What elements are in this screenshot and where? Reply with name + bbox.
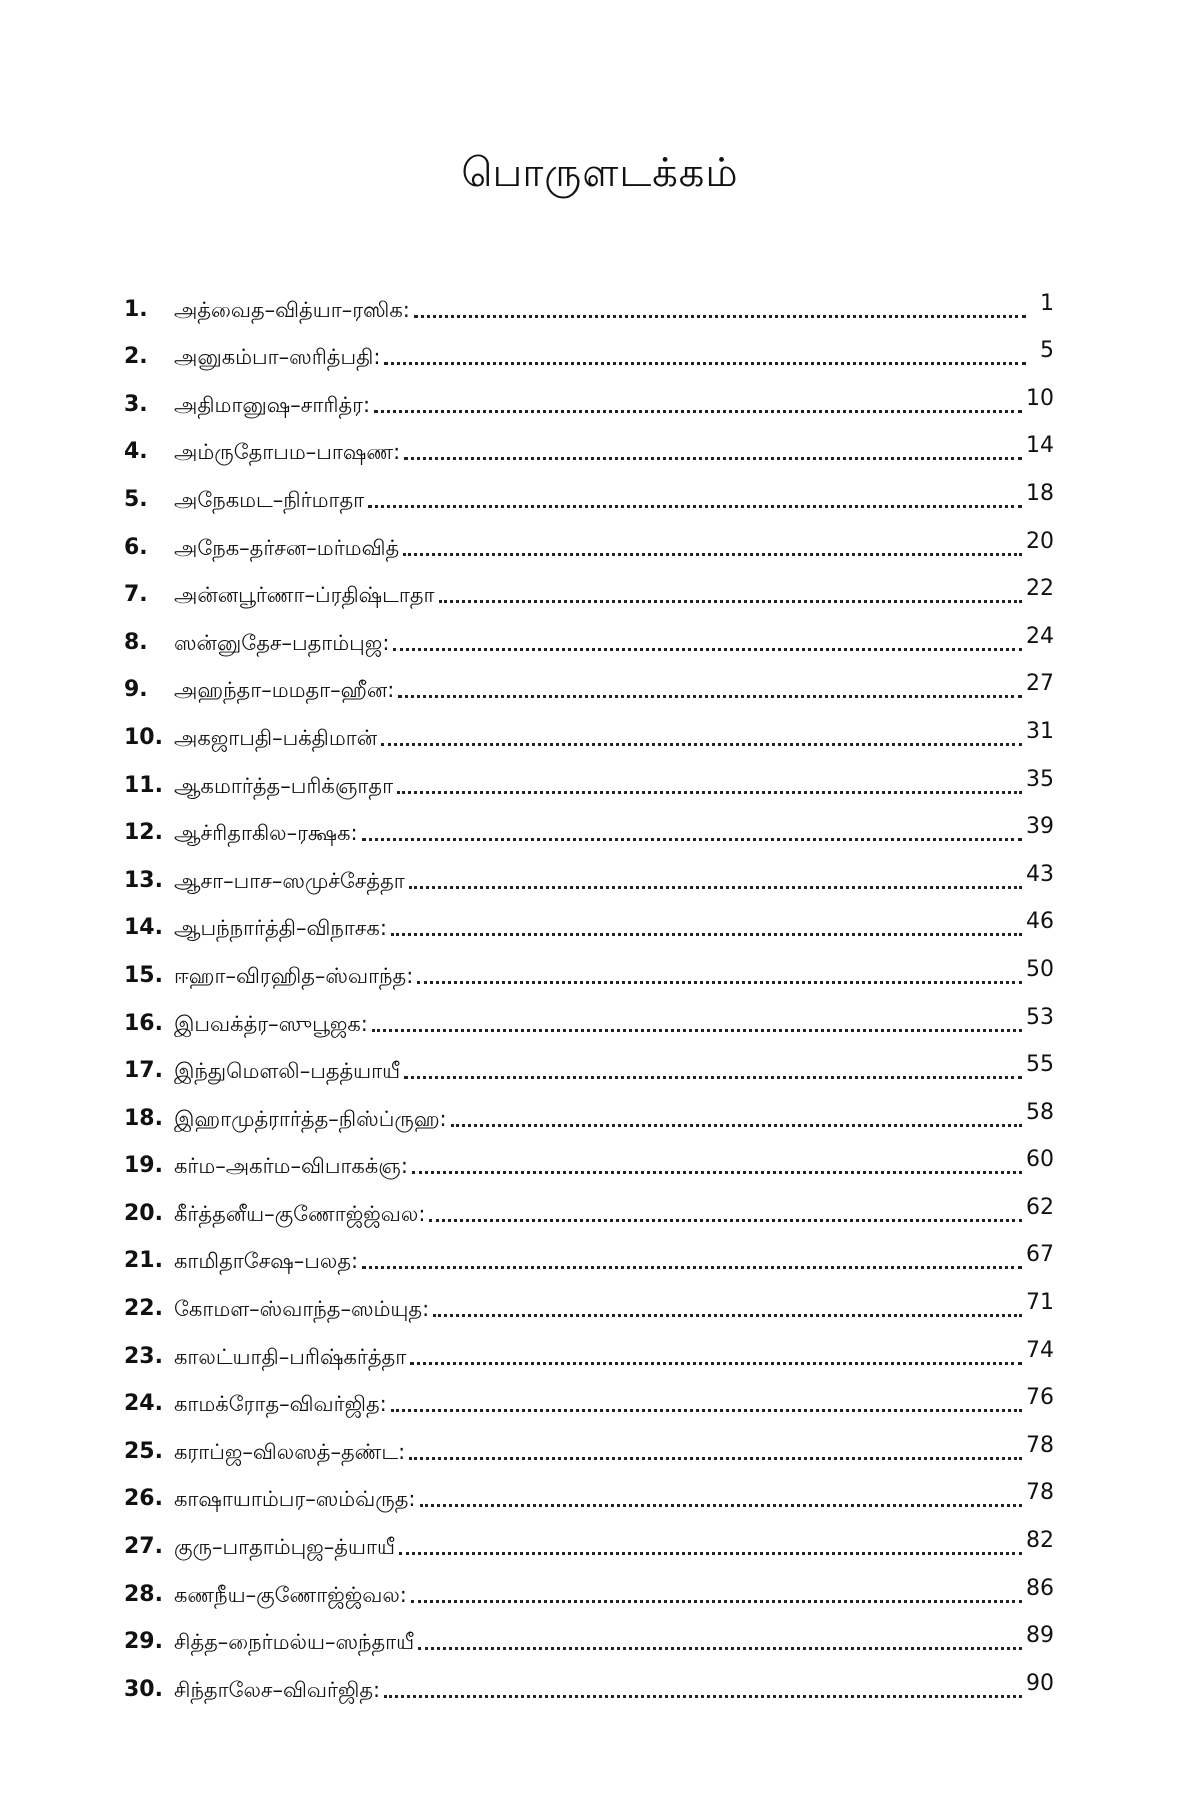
toc-entry-number: 14.	[124, 915, 163, 941]
toc-entry-number: 21.	[124, 1248, 163, 1274]
toc-entry-title: அநேகமட–நிர்மாதா	[174, 487, 365, 512]
toc-entry-number: 13.	[124, 867, 163, 893]
toc-entry-page-number: 5	[1040, 338, 1054, 364]
toc-entry-page-number: 78	[1026, 1480, 1054, 1506]
toc-entry	[124, 1133, 1054, 1181]
toc-entry-title: ஸன்னுதேச–பதாம்புஜ:	[174, 630, 390, 655]
toc-entry-page-number: 10	[1026, 385, 1054, 411]
toc-entry-page-number: 90	[1026, 1670, 1054, 1696]
toc-entry-number: 19.	[124, 1153, 163, 1179]
toc-entry-page-number: 43	[1026, 861, 1054, 887]
toc-entry-number: 16.	[124, 1010, 163, 1036]
dot-leader	[409, 886, 1022, 889]
dot-leader	[418, 1647, 1022, 1650]
toc-entry-number: 20.	[124, 1200, 163, 1226]
toc-entry-page-number: 76	[1026, 1385, 1054, 1411]
toc-entry	[124, 1275, 1054, 1323]
toc-entry-number: 7.	[124, 582, 148, 608]
dot-leader	[398, 695, 1022, 698]
toc-entry-title: ஈஹா–விரஹித–ஸ்வாந்த:	[174, 963, 414, 988]
dot-leader	[391, 933, 1022, 936]
dot-leader	[381, 743, 1022, 746]
toc-entry-title: இபவக்த்ர–ஸுபூஜக:	[174, 1011, 368, 1036]
toc-entry-number: 28.	[124, 1581, 163, 1607]
toc-entry-number: 5.	[124, 486, 148, 512]
dot-leader	[412, 1171, 1022, 1174]
toc-entry-title: காஷாயாம்பர–ஸம்வ்ருத:	[174, 1487, 416, 1512]
dot-leader	[368, 505, 1022, 508]
toc-entry	[124, 990, 1054, 1038]
toc-entry-page-number: 27	[1026, 671, 1054, 697]
toc-entry-number: 3.	[124, 391, 148, 417]
toc-entry-number: 15.	[124, 962, 163, 988]
toc-entry	[124, 1180, 1054, 1228]
toc-entry-title: ஆச்ரிதாகில–ரக்ஷக:	[174, 821, 358, 846]
toc-entry-title: ஆபந்நார்த்தி–விநாசக:	[174, 916, 387, 941]
toc-entry	[124, 324, 1054, 372]
toc-entry-page-number: 55	[1026, 1052, 1054, 1078]
dot-leader	[439, 600, 1022, 603]
toc-list	[124, 276, 1054, 1704]
toc-entry	[124, 1656, 1054, 1704]
toc-entry	[124, 466, 1054, 514]
toc-entry-page-number: 35	[1026, 766, 1054, 792]
toc-entry-page-number: 50	[1026, 956, 1054, 982]
toc-entry-page-number: 20	[1026, 528, 1054, 554]
toc-entry	[124, 1038, 1054, 1086]
toc-entry-title: கர்ம–அகர்ம–விபாகக்ஞ:	[174, 1154, 408, 1179]
toc-entry-page-number: 24	[1026, 623, 1054, 649]
toc-entry	[124, 419, 1054, 467]
toc-entry-number: 4.	[124, 439, 148, 465]
toc-entry-title: இந்துமௌலி–பதத்யாயீ	[174, 1059, 401, 1084]
dot-leader	[404, 457, 1022, 460]
toc-entry-number: 1.	[124, 296, 148, 322]
dot-leader	[429, 1219, 1022, 1222]
dot-leader	[411, 1600, 1022, 1603]
toc-entry-title: கராப்ஜ–விலஸத்–தண்ட:	[174, 1439, 406, 1464]
toc-entry	[124, 657, 1054, 705]
dot-leader	[420, 1504, 1023, 1507]
toc-entry	[124, 752, 1054, 800]
toc-entry-page-number: 1	[1040, 290, 1054, 316]
toc-entry-page-number: 74	[1026, 1337, 1054, 1363]
toc-entry-page-number: 39	[1026, 814, 1054, 840]
toc-entry-page-number: 31	[1026, 718, 1054, 744]
toc-entry-number: 18.	[124, 1105, 163, 1131]
toc-entry	[124, 704, 1054, 752]
toc-entry-number: 12.	[124, 820, 163, 846]
toc-entry	[124, 1085, 1054, 1133]
dot-leader	[399, 1552, 1022, 1555]
toc-entry	[124, 1323, 1054, 1371]
toc-entry-title: கணநீய–குணோஜ்ஜ்வல:	[174, 1582, 407, 1607]
dot-leader	[397, 791, 1022, 794]
toc-entry	[124, 276, 1054, 324]
toc-entry-page-number: 60	[1026, 1147, 1054, 1173]
toc-entry-page-number: 14	[1026, 433, 1054, 459]
toc-entry	[124, 895, 1054, 943]
dot-leader	[410, 1362, 1022, 1365]
toc-entry-title: கீர்த்தனீய–குணோஜ்ஜ்வல:	[174, 1201, 426, 1226]
toc-entry	[124, 1228, 1054, 1276]
page-title: பொருளடக்கம்	[461, 150, 739, 196]
toc-entry	[124, 847, 1054, 895]
toc-entry	[124, 1561, 1054, 1609]
toc-entry-title: அத்வைத–வித்யா–ரஸிக:	[174, 297, 410, 322]
toc-entry-title: அம்ருதோபம–பாஷண:	[174, 440, 401, 465]
dot-leader	[384, 362, 1026, 365]
toc-entry	[124, 1513, 1054, 1561]
toc-entry-number: 24.	[124, 1391, 163, 1417]
dot-leader	[372, 1029, 1022, 1032]
toc-entry-page-number: 22	[1026, 576, 1054, 602]
toc-entry-page-number: 18	[1026, 480, 1054, 506]
dot-leader	[391, 1409, 1022, 1412]
toc-entry-number: 10.	[124, 724, 163, 750]
toc-entry-number: 27.	[124, 1534, 163, 1560]
toc-entry-title: அனுகம்பா–ஸரித்பதி:	[174, 345, 381, 370]
toc-entry-title: ஆகமார்த்த–பரிக்ஞாதா	[174, 773, 394, 798]
dot-leader	[374, 410, 1022, 413]
toc-entry-number: 30.	[124, 1676, 163, 1702]
dot-leader	[384, 1695, 1022, 1698]
dot-leader	[414, 315, 1026, 318]
toc-entry	[124, 1466, 1054, 1514]
dot-leader	[409, 1457, 1022, 1460]
toc-entry-title: சிந்தாலேச–விவர்ஜித:	[174, 1677, 381, 1702]
toc-entry-number: 2.	[124, 344, 148, 370]
toc-entry-page-number: 46	[1026, 909, 1054, 935]
toc-entry-title: அஹந்தா–மமதா–ஹீன:	[174, 678, 395, 703]
toc-entry-page-number: 71	[1026, 1290, 1054, 1316]
toc-entry-title: சித்த–நைர்மல்ய–ஸந்தாயீ	[174, 1630, 415, 1655]
toc-entry	[124, 609, 1054, 657]
toc-entry-title: இஹாமுத்ரார்த்த–நிஸ்ப்ருஹ:	[174, 1106, 447, 1131]
toc-entry-title: கோமள–ஸ்வாந்த–ஸம்யுத:	[174, 1297, 430, 1322]
toc-entry-number: 9.	[124, 677, 148, 703]
toc-entry-number: 22.	[124, 1296, 163, 1322]
toc-entry-number: 8.	[124, 629, 148, 655]
dot-leader	[393, 648, 1022, 651]
toc-entry-page-number: 89	[1026, 1623, 1054, 1649]
toc-entry-number: 29.	[124, 1629, 163, 1655]
dot-leader	[417, 981, 1022, 984]
toc-entry	[124, 562, 1054, 610]
toc-entry-page-number: 67	[1026, 1242, 1054, 1268]
toc-entry-title: அதிமானுஷ–சாரித்ர:	[174, 392, 371, 417]
dot-leader	[433, 1314, 1022, 1317]
toc-entry	[124, 514, 1054, 562]
toc-entry-title: குரு–பாதாம்புஜ–த்யாயீ	[174, 1535, 395, 1560]
toc-entry-title: அநேக–தர்சன–மர்மவித்	[174, 535, 400, 560]
toc-entry	[124, 942, 1054, 990]
dot-leader	[451, 1124, 1022, 1127]
dot-leader	[362, 1266, 1022, 1269]
toc-entry-title: அகஜாபதி–பக்திமான்	[174, 725, 378, 750]
toc-entry-title: காமிதாசேஷ–பலத:	[174, 1249, 359, 1274]
toc-entry-number: 25.	[124, 1438, 163, 1464]
toc-entry	[124, 371, 1054, 419]
toc-entry-page-number: 62	[1026, 1194, 1054, 1220]
toc-entry-page-number: 78	[1026, 1432, 1054, 1458]
dot-leader	[403, 553, 1022, 556]
dot-leader	[404, 1076, 1022, 1079]
toc-entry-title: அன்னபூர்ணா–ப்ரதிஷ்டாதா	[174, 583, 435, 608]
toc-entry-number: 6.	[124, 534, 148, 560]
toc-entry-page-number: 58	[1026, 1099, 1054, 1125]
toc-entry	[124, 1371, 1054, 1419]
dot-leader	[362, 838, 1022, 841]
toc-entry-page-number: 53	[1026, 1004, 1054, 1030]
toc-entry-page-number: 82	[1026, 1528, 1054, 1554]
toc-entry	[124, 1609, 1054, 1657]
toc-entry-page-number: 86	[1026, 1575, 1054, 1601]
toc-entry	[124, 800, 1054, 848]
toc-entry-number: 26.	[124, 1486, 163, 1512]
toc-entry-number: 23.	[124, 1343, 163, 1369]
toc-entry-title: காலட்யாதி–பரிஷ்கர்த்தா	[174, 1344, 407, 1369]
toc-entry-number: 17.	[124, 1058, 163, 1084]
toc-entry	[124, 1418, 1054, 1466]
toc-entry-title: காமக்ரோத–விவர்ஜித:	[174, 1392, 387, 1417]
toc-entry-title: ஆசா–பாச–ஸமுச்சேத்தா	[174, 868, 405, 893]
toc-entry-number: 11.	[124, 772, 163, 798]
